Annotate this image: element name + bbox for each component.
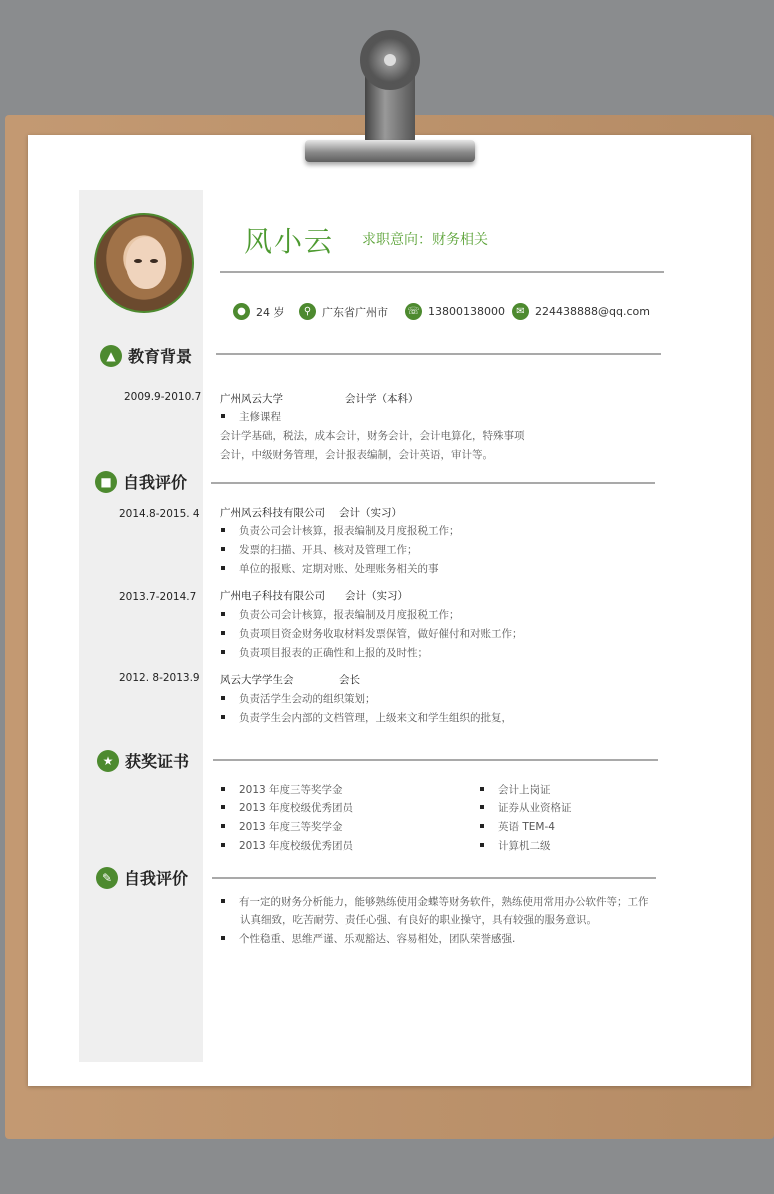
resume-sidebar xyxy=(79,190,203,1062)
award-item: 2013 年度三等奖学金 xyxy=(221,819,343,834)
certificate-item: 证券从业资格证 xyxy=(480,800,572,815)
awards-section-title: ★ 获奖证书 xyxy=(97,749,189,772)
graduation-cap-icon: ▲ xyxy=(100,345,122,367)
education-courses-line2: 会计，中级财务管理，会计报表编制，会计英语，审计等。 xyxy=(220,449,493,461)
education-courses-line1: 会计学基础，税法，成本会计，财务会计，会计电算化，特殊事项 xyxy=(220,430,525,442)
phone-icon: ☏ xyxy=(405,303,422,320)
experience-role: 会长 xyxy=(339,674,360,686)
contact-age: ● 24 岁 xyxy=(233,303,285,320)
experience-bullet: 负责学生会内部的文档管理，上级来文和学生组织的批复， xyxy=(221,710,512,725)
award-icon: ★ xyxy=(97,750,119,772)
pin-icon: ⚲ xyxy=(299,303,316,320)
contact-phone: ☏ 13800138000 xyxy=(405,303,505,320)
person-icon: ● xyxy=(233,303,250,320)
certificate-item: 计算机二级 xyxy=(480,838,551,853)
education-major: 会计学（本科） xyxy=(345,393,419,405)
self-eval-line: 有一定的财务分析能力，能够熟练使用金蝶等财务软件，熟练使用常用办公软件等；工作 xyxy=(221,894,649,909)
education-school: 广州风云大学 xyxy=(220,393,283,405)
self-eval-section-title: ✎ 自我评价 xyxy=(96,866,188,889)
experience-section-title: ■ 自我评价 xyxy=(95,470,187,493)
education-section-title: ▲ 教育背景 xyxy=(100,344,192,367)
education-date: 2009.9-2010.7 xyxy=(124,391,202,403)
experience-company: 风云大学学生会 xyxy=(220,674,294,686)
experience-date: 2012. 8-2013.9 xyxy=(119,672,200,684)
contact-email[interactable]: ✉ 224438888@qq.com xyxy=(512,303,650,320)
education-course-label: 主修课程 xyxy=(221,409,281,424)
experience-role: 会计（实习） xyxy=(339,507,402,519)
experience-date: 2013.7-2014.7 xyxy=(119,591,197,603)
experience-role: 会计（实习） xyxy=(345,590,408,602)
briefcase-icon: ■ xyxy=(95,471,117,493)
award-item: 2013 年度校级优秀团员 xyxy=(221,838,353,853)
mail-icon: ✉ xyxy=(512,303,529,320)
pencil-icon: ✎ xyxy=(96,867,118,889)
experience-divider xyxy=(211,482,655,484)
experience-company: 广州电子科技有限公司 xyxy=(220,590,325,602)
experience-bullet: 负责公司会计核算，报表编制及月度报税工作； xyxy=(221,607,460,622)
education-divider xyxy=(216,353,661,355)
experience-bullet: 负责项目报表的正确性和上报的及时性； xyxy=(221,645,428,660)
avatar xyxy=(94,213,194,313)
binder-clip-icon xyxy=(305,25,475,175)
self-eval-line: 认真细致，吃苦耐劳、责任心强、有良好的职业操守，具有较强的服务意识。 xyxy=(240,914,597,926)
experience-bullet: 负责公司会计核算，报表编制及月度报税工作； xyxy=(221,523,460,538)
awards-divider xyxy=(213,759,658,761)
header-divider xyxy=(220,271,664,273)
award-item: 2013 年度校级优秀团员 xyxy=(221,800,353,815)
experience-bullet: 发票的扫描、开具、核对及管理工作； xyxy=(221,542,418,557)
experience-bullet: 负责活学生会动的组织策划； xyxy=(221,691,376,706)
experience-date: 2014.8-2015. 4 xyxy=(119,508,200,520)
job-intent: 求职意向：财务相关 xyxy=(362,232,488,248)
certificate-item: 会计上岗证 xyxy=(480,782,551,797)
experience-company: 广州风云科技有限公司 xyxy=(220,507,325,519)
self-eval-divider xyxy=(212,877,656,879)
candidate-name: 风小云 xyxy=(244,225,335,258)
certificate-item: 英语 TEM-4 xyxy=(480,819,555,834)
contact-location: ⚲ 广东省广州市 xyxy=(299,303,388,320)
experience-bullet: 负责项目资金财务收取材料发票保管，做好催付和对账工作； xyxy=(221,626,523,641)
self-eval-line: 个性稳重、思维严谨、乐观豁达、容易相处，团队荣誉感强. xyxy=(221,931,515,946)
experience-bullet: 单位的报账、定期对账、处理账务相关的事 xyxy=(221,561,439,576)
award-item: 2013 年度三等奖学金 xyxy=(221,782,343,797)
